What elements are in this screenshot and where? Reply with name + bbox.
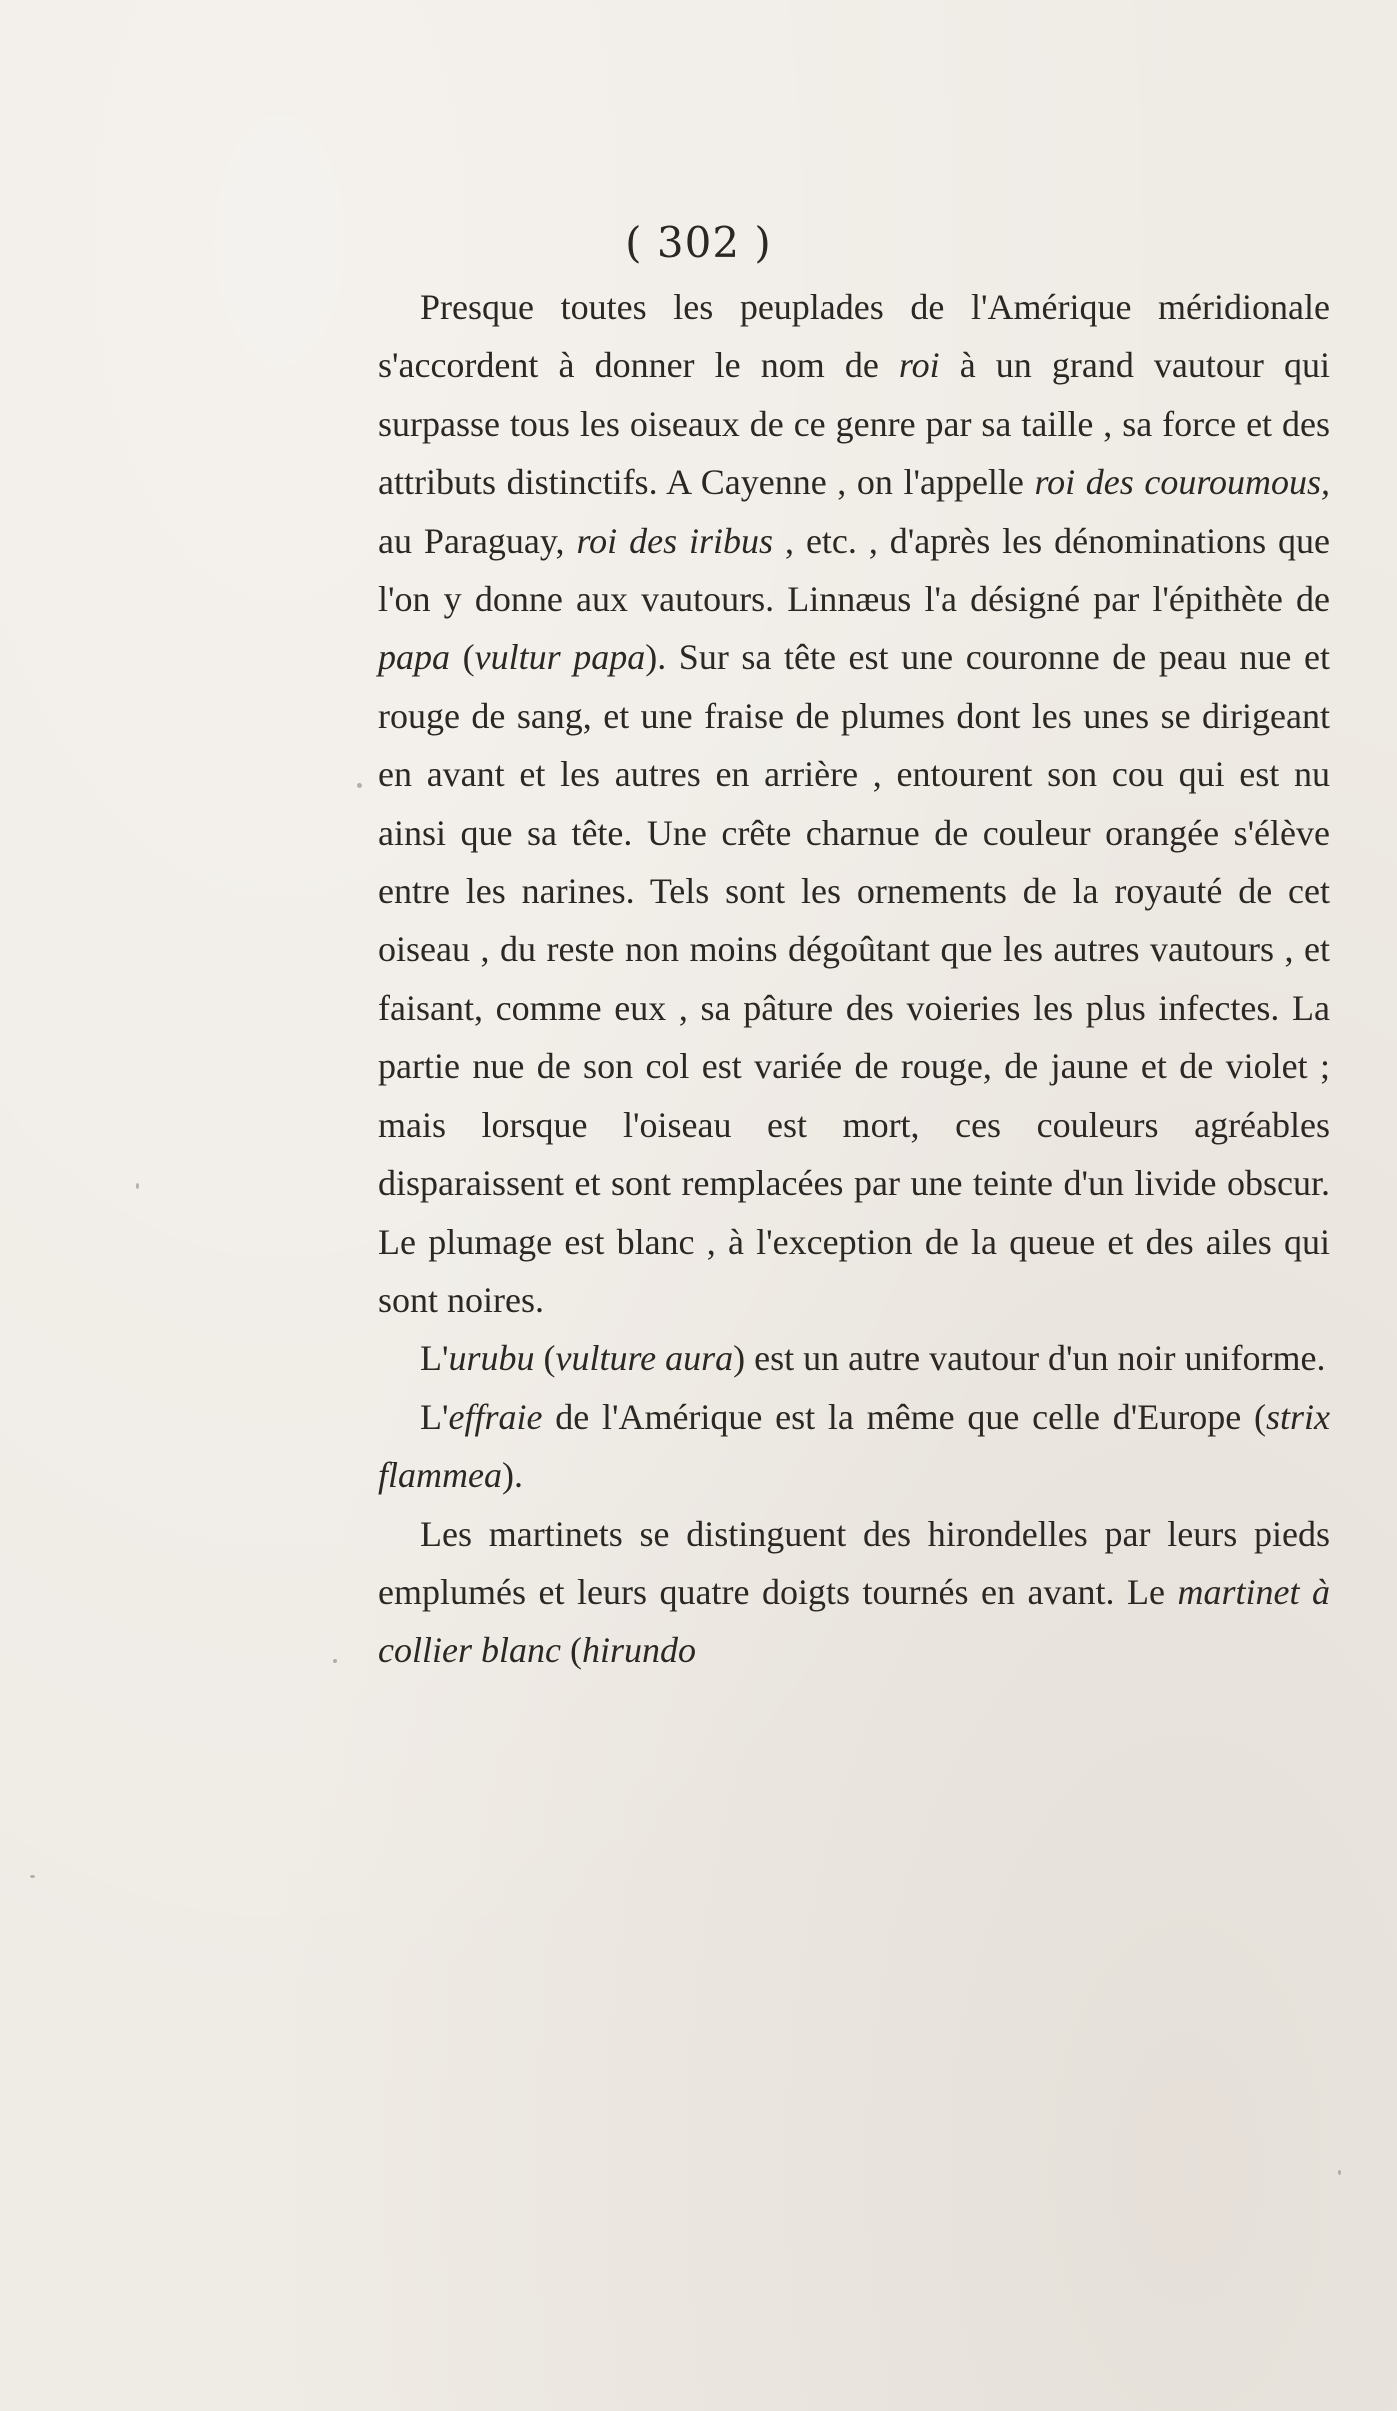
italic-term: roi des iribus xyxy=(576,520,774,561)
body-text xyxy=(378,278,1330,1680)
text-run: ( xyxy=(534,1338,556,1379)
paper-speck xyxy=(136,1183,139,1189)
italic-term: roi xyxy=(898,345,940,386)
italic-term: effraie xyxy=(448,1396,543,1437)
paper-speck xyxy=(333,1659,337,1663)
italic-term: martinet à collier blanc xyxy=(378,1571,1330,1671)
paragraph-1 xyxy=(378,278,1330,1329)
text-run: Les martinets se distinguent des hirondelles par leurs pieds emplumés et leurs quatre doigts tournés en avant. Le xyxy=(378,1513,1330,1612)
paragraph-3 xyxy=(378,1388,1330,1505)
paper-speck xyxy=(357,783,362,788)
text-run: ). xyxy=(501,1455,523,1496)
text-run: L' xyxy=(420,1396,449,1437)
italic-term: hirundo xyxy=(581,1630,696,1671)
text-run: ( xyxy=(560,1630,582,1671)
paragraph-4 xyxy=(378,1505,1330,1680)
paper-speck xyxy=(30,1875,35,1878)
italic-term: roi des couroumous, xyxy=(1034,462,1330,503)
italic-term: urubu xyxy=(448,1338,535,1379)
italic-term: strix flammea xyxy=(378,1396,1330,1496)
italic-term: papa xyxy=(378,637,450,678)
text-run: de l'Amérique est la même que celle d'Europe ( xyxy=(542,1396,1266,1437)
text-run: ). Sur sa tête est une couronne de peau nue et rouge de sang, et une fraise de plumes dont les unes se dirigeant en avant et les autres en arrière , entourent son cou qui est nu ainsi que sa tête. Une crête charnue de couleur orangée s'élève entre les narines. Tels sont les ornements de la royauté de cet oiseau , du reste non moins dégoûtant que les autres vautours , et faisant, comme eux , sa pâture des voieries les plus infectes. La partie nue de son col est variée de rouge, de jaune et de violet ; mais lorsque l'oiseau est mort, ces couleurs agréables disparaissent et sont remplacées par une teinte d'un livide obscur. Le plumage est blanc , à l'exception de la queue et des ailes qui sont noires. xyxy=(378,637,1330,1320)
text-run: ) est un autre vautour d'un noir uniforme. xyxy=(733,1338,1326,1379)
page-number: ( 302 ) xyxy=(625,218,772,267)
paper-speck xyxy=(1338,2170,1341,2175)
paragraph-2 xyxy=(378,1329,1330,1387)
italic-term: vulture aura xyxy=(555,1338,734,1379)
text-run: à un grand vautour qui surpasse tous les oiseaux de ce genre par sa taille , sa force et des attributs distinctifs. A Cayenne , on l'appelle xyxy=(378,345,1330,503)
text-run: au Paraguay, xyxy=(378,520,577,561)
text-run: , etc. , d'après les dénominations que l'on y donne aux vautours. Linnæus l'a désigné par l'épithète de xyxy=(378,520,1331,620)
italic-term: vultur papa xyxy=(474,637,646,678)
text-run: Presque toutes les peuplades de l'Amérique méridionale s'accordent à donner le nom de xyxy=(378,287,1330,386)
text-run: L' xyxy=(420,1338,449,1379)
text-run: ( xyxy=(450,637,475,678)
